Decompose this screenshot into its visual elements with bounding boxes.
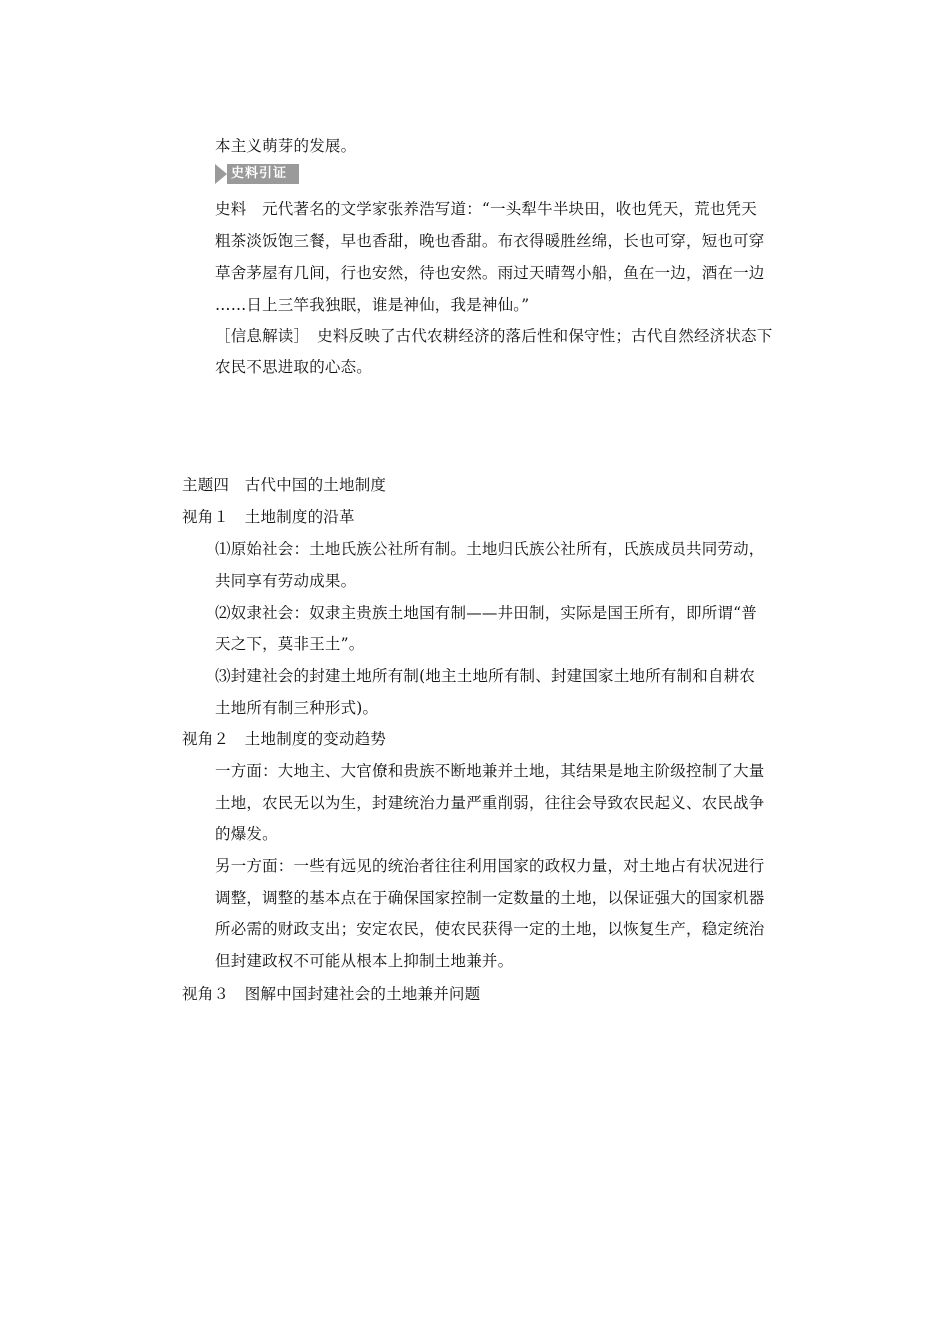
angle2-line: 的爆发。	[215, 825, 278, 843]
angle2-line: 另一方面：一些有远见的统治者往往利用国家的政权力量，对土地占有状况进行	[215, 857, 765, 875]
angle2-line: 一方面：大地主、大官僚和贵族不断地兼并土地，其结果是地主阶级控制了大量	[215, 762, 765, 780]
angle2-title: 视角２ 土地制度的变动趋势	[182, 730, 387, 748]
continuation-line: 本主义萌芽的发展。	[215, 137, 357, 155]
angle2-line: 但封建政权不可能从根本上抑制土地兼并。	[215, 952, 514, 970]
arrow-icon	[215, 164, 227, 184]
angle1-line: ⑵奴隶社会：奴隶主贵族土地国有制——井田制，实际是国王所有，即所谓“普	[215, 604, 757, 622]
angle2-line: 调整，调整的基本点在于确保国家控制一定数量的土地，以保证强大的国家机器	[215, 889, 765, 907]
angle2-line: 土地，农民无以为生，封建统治力量严重削弱，往往会导致农民起义、农民战争	[215, 794, 765, 812]
theme-title: 主题四 古代中国的土地制度	[182, 476, 387, 494]
source-line: 粗茶淡饭饱三餐，早也香甜，晚也香甜。布衣得暖胜丝绵，长也可穿，短也可穿	[215, 232, 765, 250]
angle1-line: ⑴原始社会：土地氏族公社所有制。土地归氏族公社所有，氏族成员共同劳动，	[215, 540, 765, 558]
source-badge	[215, 164, 299, 184]
angle1-line: 天之下，莫非王土”。	[215, 635, 365, 653]
interpretation-line: 农民不思进取的心态。	[215, 358, 373, 376]
source-line: 史料 元代著名的文学家张养浩写道：“一头犁牛半块田，收也凭天，荒也凭天	[215, 200, 757, 218]
angle2-line: 所必需的财政支出；安定农民，使农民获得一定的土地，以恢复生产，稳定统治	[215, 920, 765, 938]
source-line: ……日上三竿我独眠，谁是神仙，我是神仙。”	[215, 296, 530, 314]
angle1-line: ⑶封建社会的封建土地所有制(地主土地所有制、封建国家土地所有制和自耕农	[215, 667, 756, 685]
angle3-title: 视角３ 图解中国封建社会的土地兼并问题	[182, 985, 481, 1003]
angle1-title: 视角１ 土地制度的沿革	[182, 508, 355, 526]
angle1-line: 共同享有劳动成果。	[215, 572, 357, 590]
angle1-line: 土地所有制三种形式)。	[215, 699, 379, 717]
source-line: 草舍茅屋有几间，行也安然，待也安然。雨过天晴驾小船，鱼在一边，酒在一边	[215, 264, 765, 282]
interpretation-line: ［信息解读］ 史料反映了古代农耕经济的落后性和保守性；古代自然经济状态下	[215, 327, 773, 345]
source-badge-label: 史料引证	[227, 164, 299, 184]
